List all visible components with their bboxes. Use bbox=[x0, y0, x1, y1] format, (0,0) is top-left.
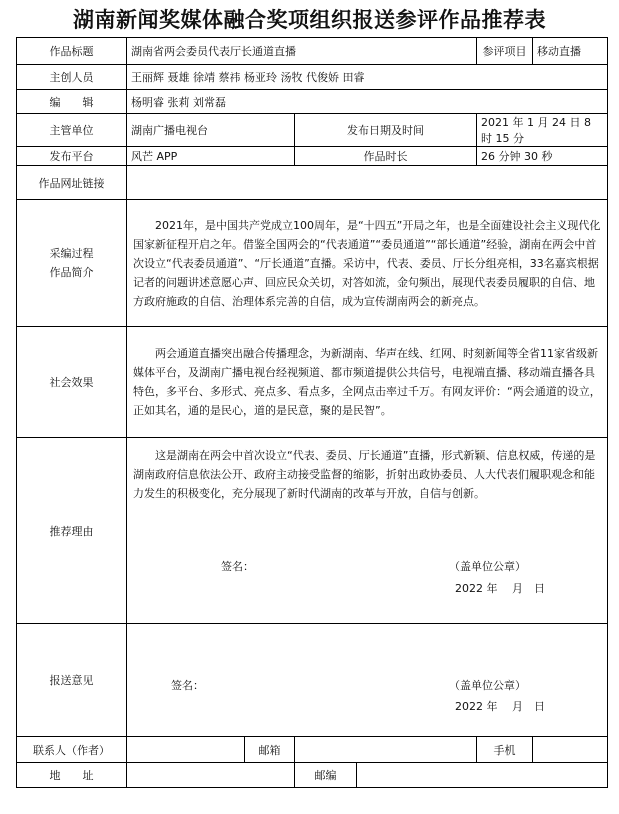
opinion-label: 报送意见 bbox=[17, 624, 127, 737]
row-effect bbox=[17, 327, 608, 438]
url-value bbox=[127, 166, 608, 200]
row-contact bbox=[17, 737, 608, 763]
duration-value: 26 分钟 30 秒 bbox=[477, 147, 608, 166]
category-value: 移动直播 bbox=[533, 38, 608, 65]
category-label: 参评项目 bbox=[477, 38, 533, 65]
row-opinion bbox=[17, 624, 608, 737]
creators-value: 王丽辉 聂雄 徐靖 蔡祎 杨亚玲 汤牧 代俊娇 田睿 bbox=[127, 65, 608, 90]
contact-value[interactable] bbox=[127, 737, 245, 763]
pub-date-value: 2021 年 1 月 24 日 8 时 15 分 bbox=[477, 114, 608, 147]
opinion-sign-label: 签名： bbox=[171, 679, 204, 692]
platform-label: 发布平台 bbox=[17, 147, 127, 166]
address-value[interactable] bbox=[127, 763, 295, 788]
recommendation-form-table bbox=[16, 37, 608, 788]
row-process bbox=[17, 200, 608, 327]
duration-label: 作品时长 bbox=[295, 147, 477, 166]
phone-label: 手机 bbox=[477, 737, 533, 763]
org-label: 主管单位 bbox=[17, 114, 127, 147]
process-label: 采编过程 作品简介 bbox=[17, 200, 127, 327]
editors-label: 编 辑 bbox=[17, 90, 127, 114]
postcode-value[interactable] bbox=[357, 763, 608, 788]
row-url bbox=[17, 166, 608, 200]
opinion-date: 2022 年 月 日 bbox=[455, 700, 545, 713]
process-text: 2021年，是中国共产党成立100周年，是“十四五”开局之年，也是全面建设社会主义现代化国家新征程开启之年。借鉴全国两会的“代表通道”“委员通道”“部长通道”经验，湖南在两会中首次设立“代表委员通道”、“厅长通道”直播。采访中，代表、委员、厅长分组亮相，33名嘉宾根据记者的问题讲述意愿心声、回应民众关切，对答如流，金句频出，展现代表委员履职的自信、地方政府施政的自信、治理体系完善的自信，成为宣传湖南两会的新亮点。 bbox=[127, 200, 608, 327]
editors-value: 杨明睿 张莉 刘常磊 bbox=[127, 90, 608, 114]
work-title-label: 作品标题 bbox=[17, 38, 127, 65]
reason-seal-label: （盖单位公章） bbox=[449, 560, 526, 573]
row-editors bbox=[17, 90, 608, 114]
reason-sign-label: 签名： bbox=[221, 560, 254, 573]
email-label: 邮箱 bbox=[245, 737, 295, 763]
address-label: 地 址 bbox=[17, 763, 127, 788]
postcode-label: 邮编 bbox=[295, 763, 357, 788]
phone-value[interactable] bbox=[533, 737, 608, 763]
opinion-seal-label: （盖单位公章） bbox=[449, 679, 526, 692]
email-value[interactable] bbox=[295, 737, 477, 763]
contact-label: 联系人（作者） bbox=[17, 737, 127, 763]
row-address bbox=[17, 763, 608, 788]
reason-date: 2022 年 月 日 bbox=[455, 582, 545, 595]
effect-label: 社会效果 bbox=[17, 327, 127, 438]
creators-label: 主创人员 bbox=[17, 65, 127, 90]
effect-text: 两会通道直播突出融合传播理念，为新湖南、华声在线、红网、时刻新闻等全省11家省级新媒体平台，及湖南广播电视台经视频道、都市频道提供公共信号，电视端直播、移动端直播各具特色，多平台、多形式、亮点多、看点多，全网点击率过千万。有网友评价：“两会通道的设立，正如其名，通的是民心，道的是民意，聚的是民智”。 bbox=[127, 327, 608, 438]
url-label: 作品网址链接 bbox=[17, 166, 127, 200]
row-platform bbox=[17, 147, 608, 166]
reason-text: 这是湖南在两会中首次设立“代表、委员、厅长通道”直播，形式新颖、信息权威，传递的是湖南政府信息依法公开、政府主动接受监督的缩影，折射出政协委员、人大代表们履职观念和能力发生的积极变化，充分展现了新时代湖南的改革与开放，自信与创新。 bbox=[133, 449, 596, 500]
page-title: 湖南新闻奖媒体融合奖项组织报送参评作品推荐表 bbox=[73, 7, 546, 32]
row-org bbox=[17, 114, 608, 147]
row-reason bbox=[17, 438, 608, 624]
reason-label: 推荐理由 bbox=[17, 438, 127, 624]
platform-value: 风芒 APP bbox=[127, 147, 295, 166]
opinion-cell bbox=[127, 624, 608, 737]
org-value: 湖南广播电视台 bbox=[127, 114, 295, 147]
reason-cell bbox=[127, 438, 608, 624]
work-title-value: 湖南省两会委员代表厅长通道直播 bbox=[127, 38, 477, 65]
pub-date-label: 发布日期及时间 bbox=[295, 114, 477, 147]
row-creators bbox=[17, 65, 608, 90]
row-work-title bbox=[17, 38, 608, 65]
